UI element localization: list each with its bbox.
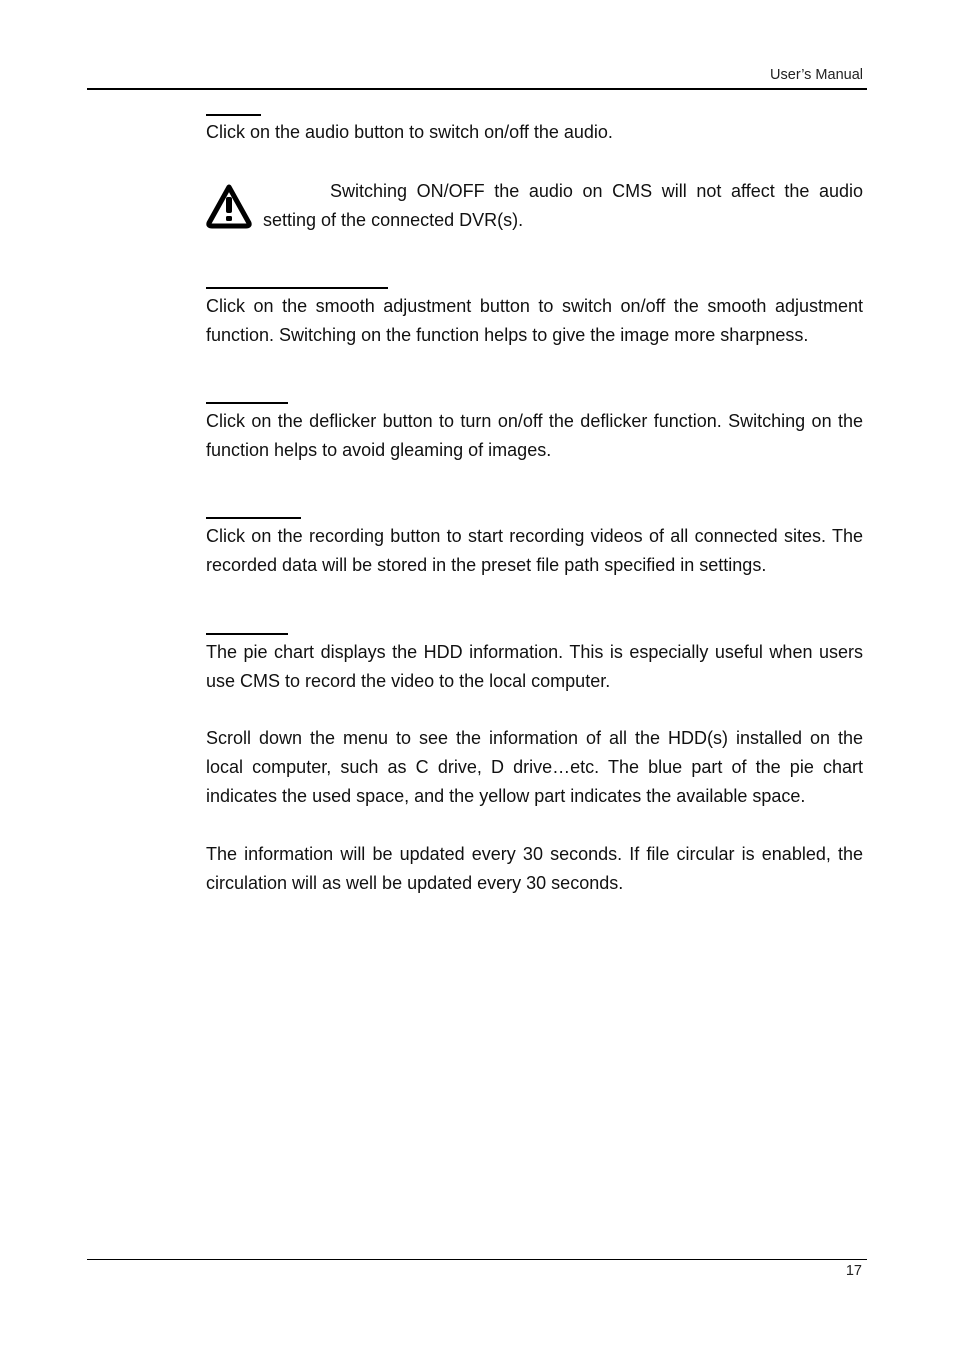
header-rule (87, 88, 867, 90)
page-number: 17 (845, 1263, 862, 1279)
deflicker-heading-rule (206, 402, 288, 404)
smooth-description: Click on the smooth adjustment button to switch on/off the smooth adjustment function. Switching on the function helps to give the image more sharpness. (206, 296, 863, 345)
audio-note-text: Switching ON/OFF the audio on CMS will not affect the audio setting of the connected DVR(s). (263, 181, 863, 230)
audio-heading-rule (206, 114, 261, 116)
recording-heading-rule (206, 517, 301, 519)
recording-description: Click on the recording button to start recording videos of all connected sites. The recorded data will be stored in the preset file path specified in settings. (206, 526, 863, 575)
hdd-description-2: Scroll down the menu to see the information of all the HDD(s) installed on the local computer, such as C drive, D drive…etc. The blue part of the pie chart indicates the used space, and the yellow part indicates the available space. (206, 728, 863, 806)
hdd-description-1: The pie chart displays the HDD information. This is especially useful when users use CMS to record the video to the local computer. (206, 642, 863, 691)
smooth-heading-rule (206, 287, 388, 289)
audio-description: Click on the audio button to switch on/off the audio. (206, 122, 613, 142)
manual-title: User’s Manual (770, 67, 863, 83)
deflicker-description: Click on the deflicker button to turn on/off the deflicker function. Switching on the function helps to avoid gleaming of images. (206, 411, 863, 460)
footer-rule (87, 1259, 867, 1260)
warning-triangle-icon (205, 183, 253, 229)
hdd-heading-rule (206, 633, 288, 635)
hdd-description-3: The information will be updated every 30 seconds. If file circular is enabled, the circulation will as well be updated every 30 seconds. (206, 844, 863, 893)
